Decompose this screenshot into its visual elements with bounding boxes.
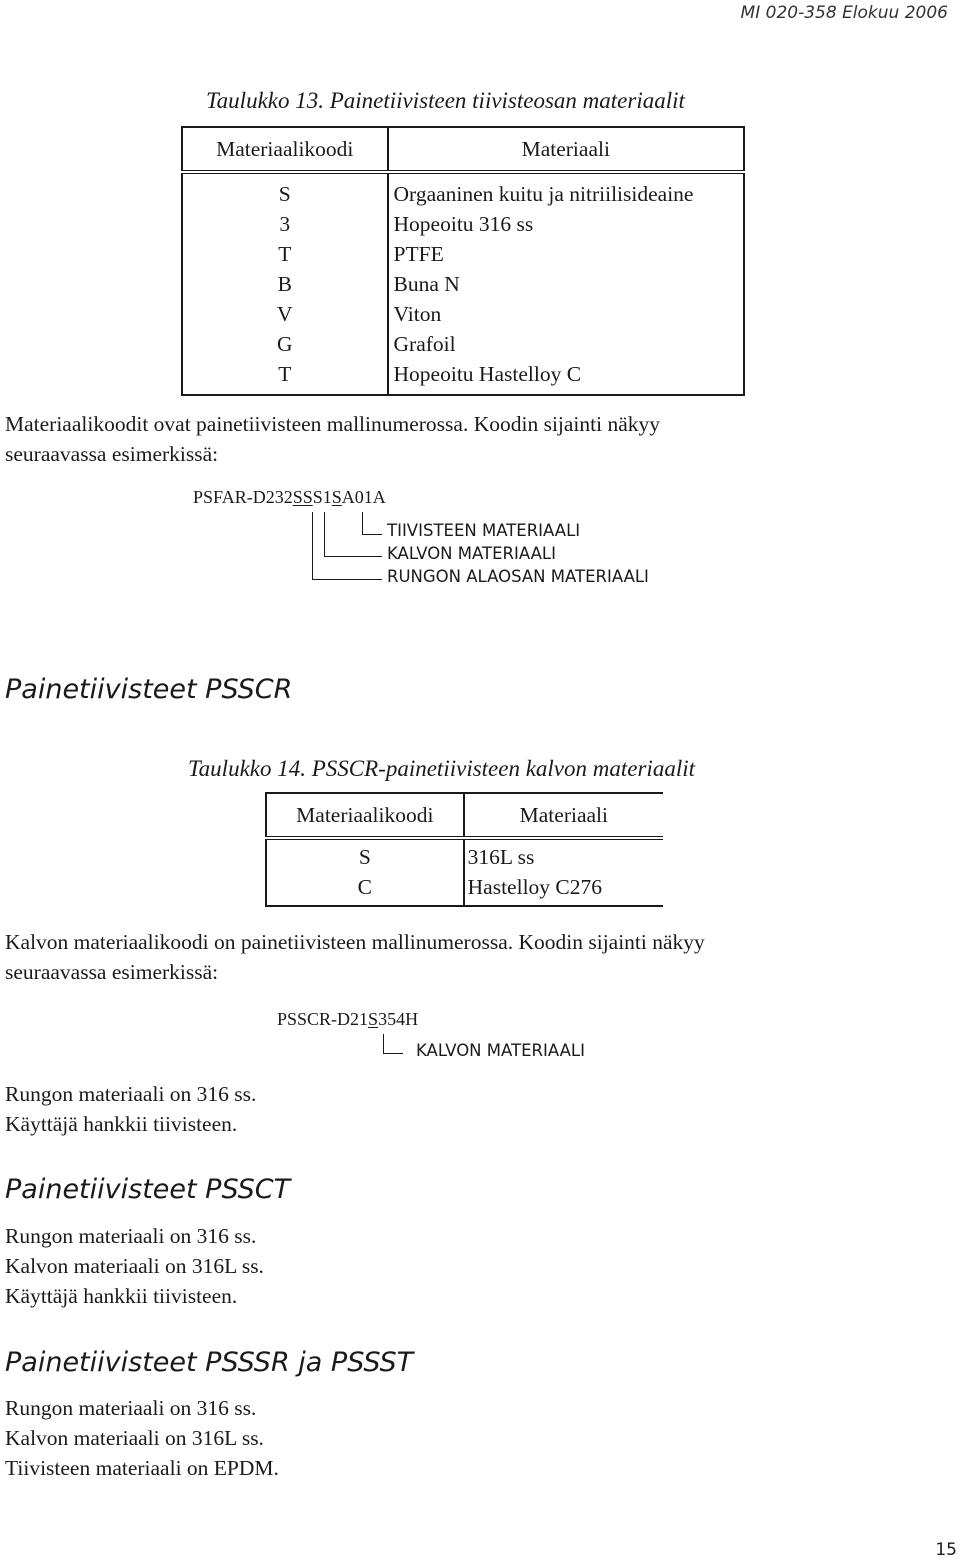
callout-label-lower-housing: RUNGON ALAOSAN MATERIAALI	[387, 567, 649, 586]
section-title-pssct: Painetiivisteet PSSCT	[5, 1174, 291, 1205]
table13-header-material: Materiaali	[521, 136, 610, 161]
table-row	[182, 239, 744, 269]
table14	[265, 792, 663, 907]
callout-line	[383, 1053, 403, 1054]
material-name-cell: Orgaaninen kuitu ja nitriilisideaine	[393, 182, 694, 206]
table-row	[182, 299, 744, 329]
code-prefix: PSFAR-D232	[193, 487, 293, 507]
code-prefix: PSSCR-D21	[277, 1009, 369, 1029]
material-name-cell: 316L ss	[467, 845, 535, 869]
table14-header-material: Materiaali	[519, 802, 608, 827]
paragraph-line: seuraavassa esimerkissä:	[5, 442, 219, 466]
note-line: Rungon materiaali on 316 ss.	[5, 1082, 257, 1106]
material-code-cell: B	[182, 269, 388, 299]
running-header: MI 020-358 Elokuu 2006	[740, 3, 948, 23]
callout-label-diaphragm: KALVON MATERIAALI	[416, 1041, 585, 1060]
table13-header-code: Materiaalikoodi	[182, 127, 388, 172]
callout-line	[312, 512, 313, 580]
material-name-cell: Viton	[393, 302, 442, 326]
note-line: Käyttäjä hankkii tiivisteen.	[5, 1112, 238, 1136]
code-suffix: 354H	[378, 1009, 419, 1029]
paragraph-line: Materiaalikoodit ovat painetiivisteen mallinumerossa. Koodin sijainti näkyy	[5, 412, 661, 436]
callout-line	[362, 534, 382, 535]
table-row	[266, 842, 663, 872]
paragraph-line: Kalvon materiaalikoodi on painetiivisteen mallinumerossa. Koodin sijainti näkyy	[5, 930, 705, 954]
callout-label-gasket: TIIVISTEEN MATERIAALI	[387, 521, 581, 540]
callout-line	[383, 1034, 384, 1054]
material-code-cell: 3	[182, 209, 388, 239]
code-mid: S1	[312, 487, 332, 507]
model-number-example	[193, 487, 386, 508]
material-code-cell: V	[182, 299, 388, 329]
material-name-cell: Hastelloy C276	[467, 875, 603, 899]
material-code-cell: G	[182, 329, 388, 359]
page-number: 15	[935, 1540, 957, 1560]
table-row	[182, 179, 744, 209]
model-number-example	[277, 1009, 418, 1030]
table-row	[266, 872, 663, 902]
material-code-cell: C	[266, 872, 464, 902]
callout-line	[312, 579, 382, 580]
material-name-cell: Buna N	[393, 272, 460, 296]
table14-caption: Taulukko 14. PSSCR-painetiivisteen kalvon materiaalit	[188, 756, 695, 781]
note-line: Kalvon materiaali on 316L ss.	[5, 1254, 264, 1278]
material-name-cell: Grafoil	[393, 332, 456, 356]
code-diaphragm-char: S	[302, 487, 313, 507]
code-suffix: A01A	[341, 487, 386, 507]
table14-header-code: Materiaalikoodi	[266, 793, 464, 838]
note-line: Rungon materiaali on 316 ss.	[5, 1224, 257, 1248]
paragraph-line: seuraavassa esimerkissä:	[5, 960, 219, 984]
material-code-cell: T	[182, 239, 388, 269]
callout-label-diaphragm: KALVON MATERIAALI	[387, 544, 556, 563]
code-gasket-char: S	[331, 487, 342, 507]
code-diaphragm-char: S	[368, 1009, 379, 1029]
table13-caption: Taulukko 13. Painetiivisteen tiivisteosan materiaalit	[206, 88, 685, 113]
code-lower-housing-char: S	[292, 487, 303, 507]
note-line: Rungon materiaali on 316 ss.	[5, 1396, 257, 1420]
table-row	[182, 329, 744, 359]
section-title-psssr-pssst: Painetiivisteet PSSSR ja PSSST	[5, 1347, 414, 1378]
material-name-cell: Hopeoitu 316 ss	[393, 212, 534, 236]
callout-line	[362, 512, 363, 535]
note-line: Kalvon materiaali on 316L ss.	[5, 1426, 264, 1450]
callout-line	[324, 512, 325, 557]
callout-line	[324, 556, 382, 557]
material-name-cell: PTFE	[393, 242, 444, 266]
material-code-cell: T	[182, 359, 388, 389]
material-code-cell: S	[182, 179, 388, 209]
table-row	[182, 269, 744, 299]
note-line: Tiivisteen materiaali on EPDM.	[5, 1456, 279, 1480]
material-name-cell: Hopeoitu Hastelloy C	[393, 362, 582, 386]
table-row	[182, 209, 744, 239]
table13	[181, 126, 745, 396]
note-line: Käyttäjä hankkii tiivisteen.	[5, 1284, 238, 1308]
table-row	[182, 359, 744, 389]
section-title-psscr: Painetiivisteet PSSCR	[5, 674, 293, 705]
material-code-cell: S	[266, 842, 464, 872]
